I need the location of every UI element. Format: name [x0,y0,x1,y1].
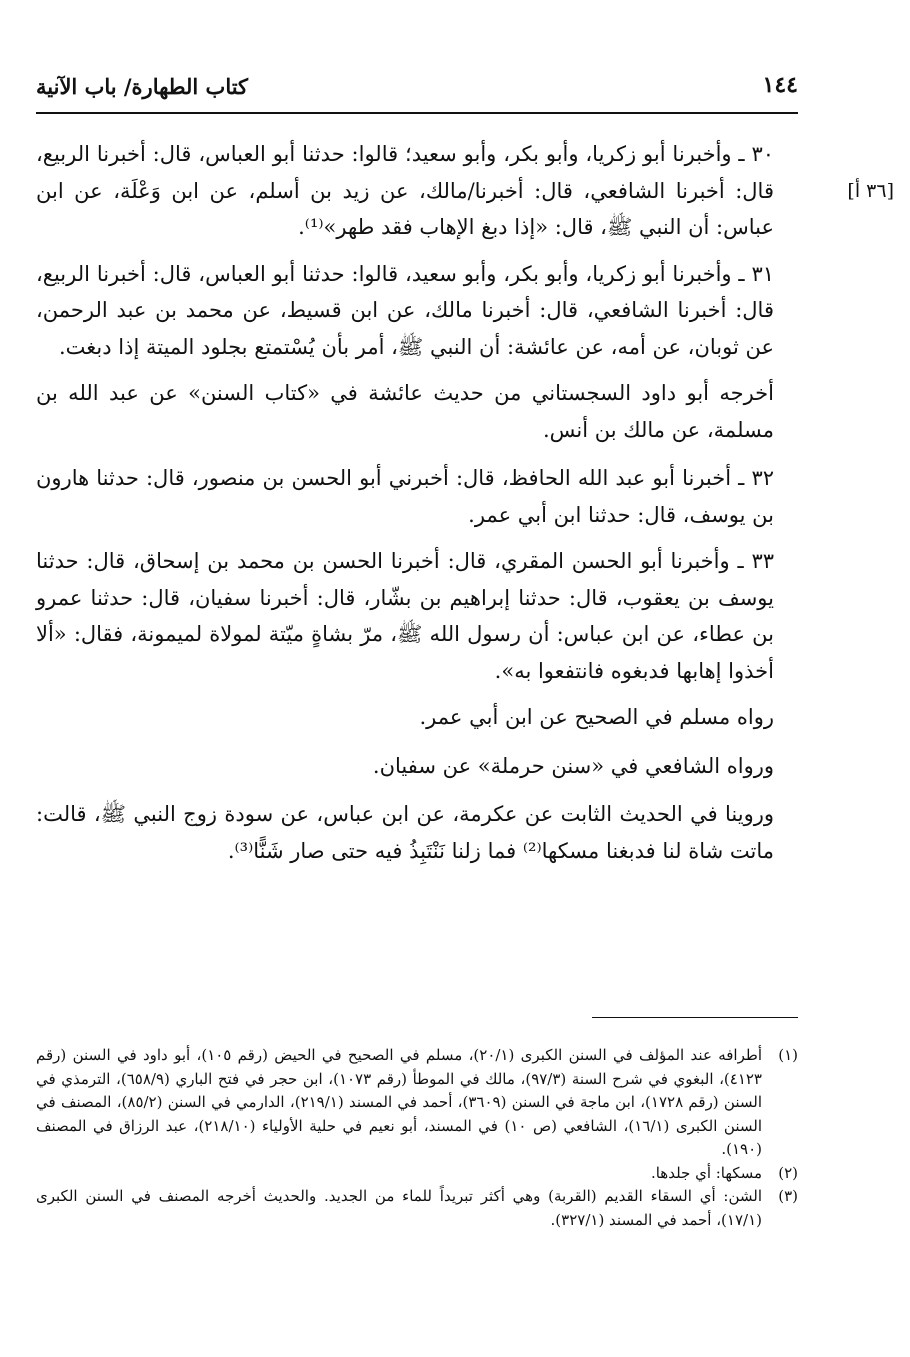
hadith-32: ٣٢ ـ أخبرنا أبو عبد الله الحافظ، قال: أخبرني أبو الحسن بن منصور، قال: حدثنا هارون بن يوسف، قال: حدثنا ابن أبي عمر. [36,466,774,527]
hadith-33: ٣٣ ـ وأخبرنا أبو الحسن المقري، قال: أخبرنا الحسن بن محمد بن إسحاق، قال: حدثنا يوسف بن يعقوب، قال: حدثنا إبراهيم بن بشّار، قال: أخبرنا سفيان، قال: حدثنا عمرو بن عطاء، عن ابن عباس: أن رسول الله ﷺ، مرّ بشاةٍ ميّتة لمولاة لميمونة، فقال: «ألا أخذوا إهابها فدبغوه فانتفعوا به». [36,549,774,683]
hadith-30: ٣٠ ـ وأخبرنا أبو زكريا، وأبو بكر، وأبو سعيد؛ قالوا: حدثنا أبو العباس، قال: أخبرنا الربيع، قال: أخبرنا الشافعي، قال: أخبرنا/مالك، عن زيد بن أسلم، عن ابن وَعْلَة، عن ابن عباس: أن النبي ﷺ، قال: «إذا دبغ الإهاب فقد طهر»⁽¹⁾. [36,142,774,239]
footnote-2 [36,1162,798,1186]
page-number: ١٤٤ [762,72,798,98]
takhrij-abu-dawud: أخرجه أبو داود السجستاني من حديث عائشة في «كتاب السنن» عن عبد الله بن مسلمة، عن مالك بن أنس. [36,381,774,442]
takhrij-shafii: ورواه الشافعي في «سنن حرملة» عن سفيان. [372,753,774,778]
footnote-text: مسكها: أي جلدها. [650,1163,762,1182]
footnote-separator [592,1017,798,1018]
header-rule [36,112,798,114]
footnote-3 [36,1185,798,1232]
hadith-31: ٣١ ـ وأخبرنا أبو زكريا، وأبو بكر، وأبو سعيد، قالوا: حدثنا أبو العباس، قال: أخبرنا الربيع، قال: أخبرنا الشافعي، قال: أخبرنا مالك، عن ابن قسيط، عن محمد بن عبد الرحمن، عن ثوبان، عن أمه، عن عائشة: أن النبي ﷺ، أمر بأن يُسْتمتع بجلود الميتة إذا دبغت. [36,261,774,359]
footnote-marker: (١) [778,1046,798,1064]
footnotes [36,1044,798,1232]
manuscript-folio-reference: [٣٦ أ] [847,180,894,202]
main-text [36,136,798,881]
footnote-1 [36,1044,798,1162]
footnote-text: أطرافه عند المؤلف في السنن الكبرى (٢٠/١)، مسلم في الصحيح في الحيض (رقم ١٠٥)، أبو داود في السنن (رقم ٤١٢٣)، البغوي في شرح السنة (٩٧/٣)، مالك في الموطأ (رقم ١٠٧٣)، ابن حجر في فتح الباري (٦٥٨/٩)، الترمذي في السنن (رقم ١٧٢٨)، ابن ماجة في السنن (٣٦٠٩)، أحمد في المسند (٢١٩/١)، الدارمي في السنن (٨٥/٢)، المصنف في السنن الكبرى (١٦/١)، الشافعي (ص ١٠) في المسند، أبو نعيم في حلية الأولياء (٢١٨/١٠)، عبد الرزاق في المصنف (١٩٠). [36,1046,762,1158]
footnote-marker: (٢) [778,1163,798,1182]
hadith-sawda: وروينا في الحديث الثابت عن عكرمة، عن ابن عباس، عن سودة زوج النبي ﷺ، قالت: ماتت شاة لنا فدبغنا مسكها⁽²⁾ فما زلنا نَنْتَبِذُ فيه حتى صار شَنًّا⁽³⁾. [36,802,774,863]
footnote-text: الشن: أي السقاء القديم (القربة) وهي أكثر تبريداً للماء من الجديد. والحديث أخرجه المصنف في السنن الكبرى (١٧/١)، أحمد في المسند (٣٢٧/١). [36,1187,762,1229]
takhrij-muslim: رواه مسلم في الصحيح عن ابن أبي عمر. [419,705,774,729]
footnote-marker: (٣) [778,1187,798,1205]
running-title: كتاب الطهارة/ باب الآنية [36,74,249,99]
page-header [36,72,798,108]
